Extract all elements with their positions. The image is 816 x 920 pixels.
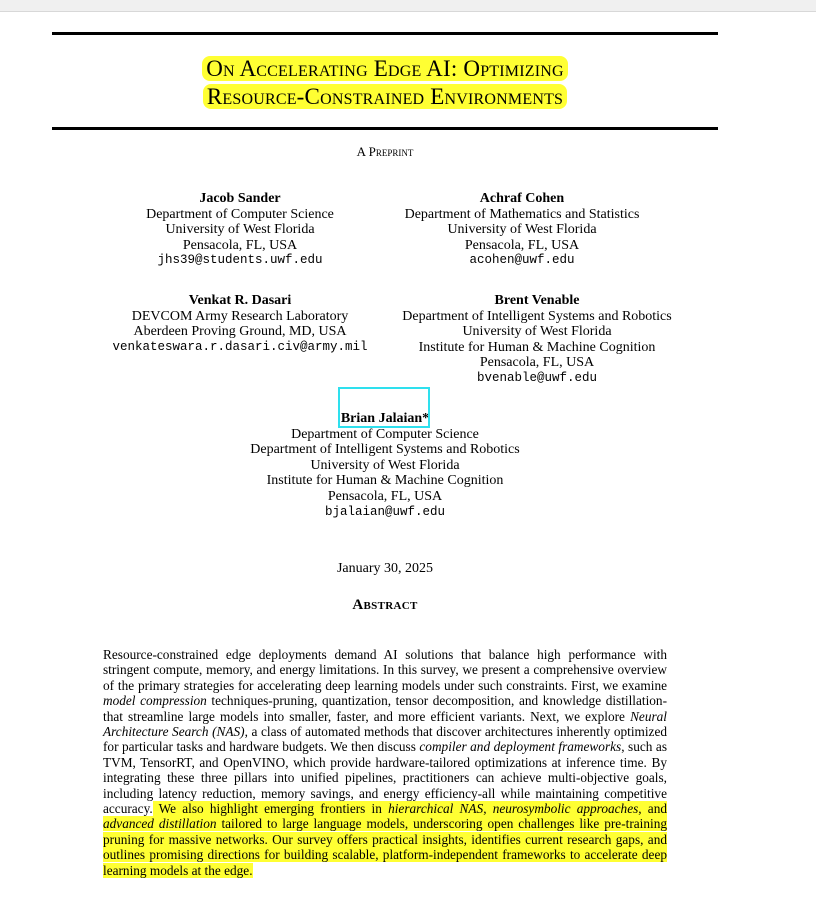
affiliation-line: Department of Computer Science — [146, 206, 334, 222]
abstract-text: , a class of automated methods that discover architectures inherently optimized for particular tasks and hardware budgets. We then discuss — [103, 724, 668, 755]
selection-box — [338, 387, 430, 428]
author-email[interactable]: acohen@uwf.edu — [469, 253, 575, 268]
top-rule — [52, 32, 718, 35]
affiliation-line: Department of Mathematics and Statistics — [404, 206, 640, 222]
author-block-cohen — [377, 191, 667, 269]
abstract-text: Resource-constrained edge deployments demand AI solutions that balance high performance with stringent compute, memory, and energy limitations. In this survey, we present a comprehensive overview of the primary strategies for accelerating deep learning models under such constraints. First, we examine — [103, 647, 667, 693]
author-name: Jacob Sander — [199, 191, 281, 206]
paper-title — [52, 55, 718, 111]
author-name: Achraf Cohen — [479, 191, 565, 206]
affiliation-line: Department of Computer Science — [291, 426, 479, 442]
affiliation-line: Aberdeen Proving Ground, MD, USA — [133, 324, 347, 340]
publication-date: January 30, 2025 — [336, 561, 434, 576]
abstract-text: techniques-pruning, quantization, tensor decomposition, and knowledge distillation-that streamline large models into smaller, faster, and more efficient variants. Next, we explore — [103, 693, 668, 724]
abstract-text: , such as TVM, TensorRT, and OpenVINO, which provide hardware-tailored optimizations at inference time. By integrating these three pillars into unified pipelines, practitioners can achieve multi-objective goals, including latency reduction, memory savings, and energy efficiency-all while maintaining competitive accuracy. — [103, 739, 667, 817]
affiliation-line: University of West Florida — [447, 222, 597, 238]
abstract-highlight: , and — [638, 801, 668, 817]
author-email[interactable]: bjalaian@uwf.edu — [324, 504, 446, 519]
affiliation-line: Department of Intelligent Systems and Robotics — [402, 308, 672, 324]
affiliation-line: Pensacola, FL, USA — [479, 355, 595, 371]
abstract-body — [103, 647, 667, 878]
affiliation-line: Institute for Human & Machine Cognition — [266, 473, 504, 489]
affiliation-line: Pensacola, FL, USA — [327, 488, 443, 504]
title-line-2: Resource-Constrained Environments — [203, 84, 567, 109]
abstract-italic: model compression — [103, 693, 207, 709]
preprint-label: A Preprint — [356, 144, 414, 159]
abstract-highlight: We also highlight emerging frontiers in — [152, 801, 389, 817]
affiliation-line: University of West Florida — [310, 457, 460, 473]
abstract-highlight: tailored to large language models, underscoring open challenges like pre-training pruning for massive networks. Our survey offers practical insights, identifies current research gaps, and outlines promising directions for building scalable, platform-independent frameworks to accelerate deep learning models at the edge. — [103, 816, 667, 878]
abstract-italic: compiler and deployment frameworks — [419, 739, 622, 755]
title-line-1: On Accelerating Edge AI: Optimizing — [202, 56, 568, 81]
abstract-heading: Abstract — [352, 597, 418, 613]
affiliation-line: Department of Intelligent Systems and Robotics — [250, 442, 520, 458]
viewer-top-bar — [0, 0, 816, 12]
abstract-highlight-italic: hierarchical NAS — [388, 801, 484, 817]
author-email[interactable]: jhs39@students.uwf.edu — [157, 253, 323, 268]
author-email[interactable]: bvenable@uwf.edu — [476, 370, 598, 385]
affiliation-line: Pensacola, FL, USA — [182, 237, 298, 253]
affiliation-line: University of West Florida — [462, 324, 612, 340]
bottom-rule — [52, 127, 718, 130]
affiliation-line: University of West Florida — [165, 222, 315, 238]
abstract-highlight: , — [483, 801, 493, 817]
affiliation-line: DEVCOM Army Research Laboratory — [131, 308, 349, 324]
author-block-dasari — [80, 293, 400, 355]
affiliation-line: Institute for Human & Machine Cognition — [418, 339, 656, 355]
abstract-highlight-italic: neurosymbolic approaches — [492, 801, 639, 817]
author-name: Venkat R. Dasari — [188, 293, 292, 308]
author-block-venable — [387, 293, 687, 387]
affiliation-line: Pensacola, FL, USA — [464, 237, 580, 253]
abstract-italic: Neural Architecture Search (NAS) — [103, 708, 667, 740]
author-block-sander — [95, 191, 385, 269]
author-email[interactable]: venkateswara.r.dasari.civ@army.mil — [112, 339, 368, 354]
author-name: Brian Jalaian* — [340, 411, 430, 426]
author-name: Brent Venable — [494, 293, 580, 308]
abstract-highlight-italic: advanced distillation — [103, 816, 217, 832]
